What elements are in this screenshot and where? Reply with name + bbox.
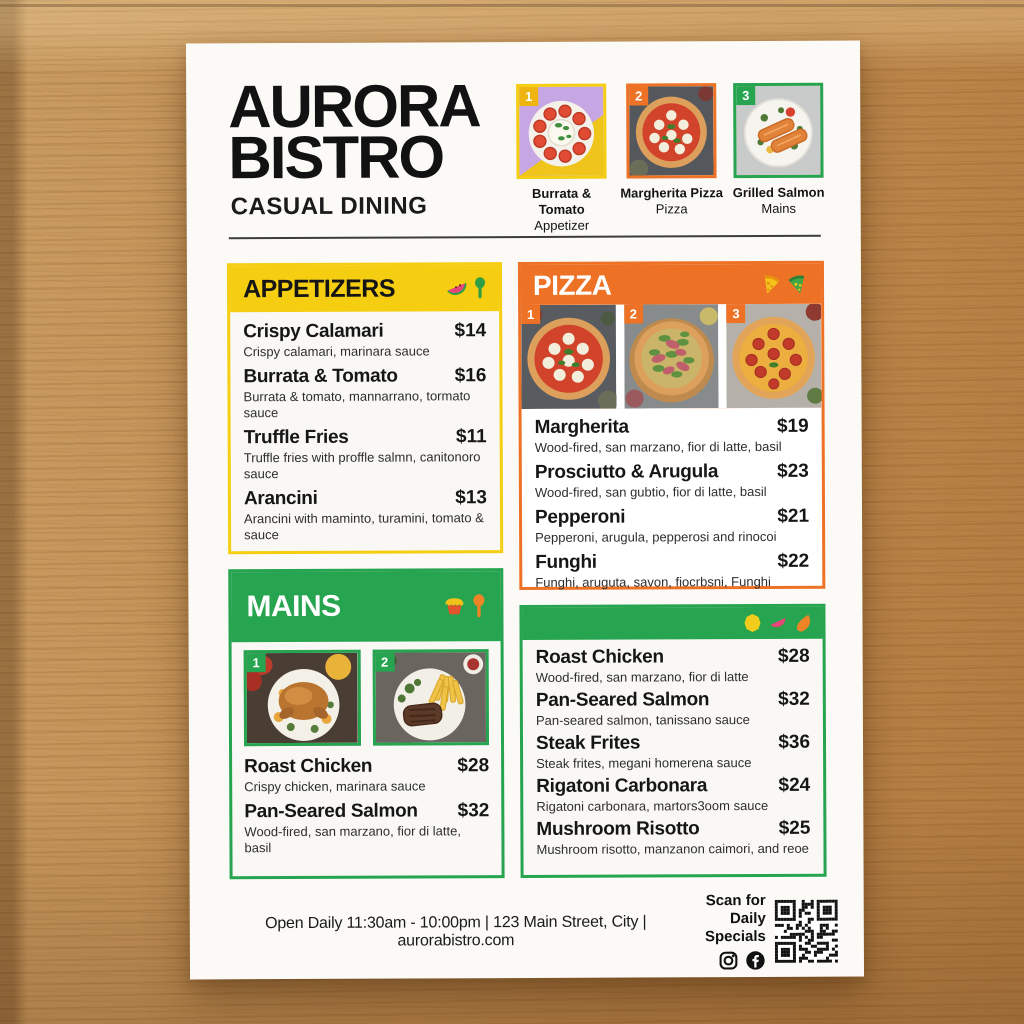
pizza-title: PIZZA (532, 269, 612, 301)
number-badge: 2 (375, 653, 394, 672)
pizza-slice-icon (759, 274, 781, 296)
item-desc: Rigatoni carbonara, martors3oom sauce (536, 797, 769, 814)
watermelon-icon (768, 614, 788, 632)
menu-item (244, 487, 487, 543)
item-name: Burrata & Tomato (243, 365, 398, 388)
number-badge: 1 (521, 305, 540, 324)
instagram-icon (718, 950, 739, 971)
featured-category: Mains (761, 200, 797, 216)
featured-label (508, 186, 616, 234)
item-price: $24 (778, 774, 811, 796)
featured-category: Pizza (655, 201, 688, 217)
scan-label-line2: Daily Specials (704, 909, 766, 945)
specials-section (519, 604, 826, 878)
steak-frites-image (372, 649, 489, 746)
item-desc: Steak frites, megani homerena sauce (536, 755, 752, 771)
watermelon-icon (446, 278, 468, 298)
item-price: $36 (778, 731, 811, 753)
item-price: $22 (777, 550, 810, 572)
cupcake-icon (442, 594, 466, 618)
menu-page (186, 41, 864, 980)
item-name: Roast Chicken (535, 646, 664, 668)
menu-item (244, 800, 489, 856)
menu-item (536, 775, 810, 814)
item-price: $16 (454, 365, 487, 387)
number-badge: 2 (629, 86, 648, 105)
footer-info: Open Daily 11:30am - 10:00pm | 123 Main Street, City | aurorabistro.com (265, 913, 647, 950)
mains-images-row (244, 649, 489, 746)
item-desc: Arancini with maminto, turamini, tomato & sauce (244, 510, 484, 543)
pepperoni-thumb-image (726, 304, 821, 408)
item-price: $14 (454, 320, 487, 342)
number-badge: 1 (247, 653, 266, 672)
item-desc: Burrata & tomato, mannarrano, tormato sauce (243, 388, 471, 421)
margherita-thumb-image (521, 305, 616, 409)
grilled-salmon-image (733, 83, 823, 178)
item-desc: Crispy calamari, marinara sauce (243, 343, 430, 360)
scan-label-line1: Scan for (705, 891, 766, 909)
featured-card-burrata (516, 84, 607, 234)
mains-section (228, 568, 504, 879)
pizza-images-row (521, 304, 821, 409)
menu-item (535, 416, 809, 456)
item-price: $32 (778, 688, 810, 710)
item-price: $11 (455, 426, 487, 448)
restaurant-title-line1: AURORA (228, 72, 480, 141)
item-name: Pepperoni (534, 506, 626, 528)
number-badge: 3 (726, 304, 745, 323)
menu-item (243, 365, 486, 421)
mains-title: MAINS (246, 589, 341, 624)
spoon-icon (472, 594, 485, 618)
item-price: $28 (457, 755, 490, 777)
lemon-icon (742, 613, 762, 633)
menu-item (535, 506, 809, 546)
appetizers-header (230, 265, 499, 312)
pizza-header (521, 264, 821, 305)
featured-card-margherita (620, 83, 723, 217)
featured-label (618, 185, 726, 217)
item-price: $21 (777, 505, 810, 527)
facebook-icon (745, 949, 766, 970)
item-name: Prosciutto & Arugula (534, 461, 719, 483)
number-badge: 2 (624, 304, 643, 323)
menu-item (536, 689, 810, 728)
item-name: Roast Chicken (244, 755, 373, 778)
featured-name: Margherita Pizza (620, 185, 723, 201)
item-price: $13 (455, 487, 487, 509)
roast-chicken-image (244, 650, 361, 747)
item-name: Pan-Seared Salmon (535, 689, 710, 711)
item-desc: Pepperoni, arugula, pepperosi and rinocoi (535, 528, 777, 545)
item-desc: Pan-seared salmon, tanissano sauce (535, 712, 750, 728)
menu-item (243, 320, 486, 360)
item-name: Crispy Calamari (243, 320, 384, 343)
menu-item (536, 818, 810, 857)
item-price: $23 (777, 460, 809, 482)
qr-code (775, 899, 838, 962)
burrata-tomato-image (516, 84, 606, 179)
footer (232, 891, 838, 974)
item-desc: Wood-fired, san gubtio, fior di latte, basil (534, 483, 767, 500)
menu-item (535, 551, 809, 591)
menu-item (535, 461, 809, 501)
item-desc: Crispy chicken, marinara sauce (244, 778, 426, 795)
featured-card-salmon (733, 83, 824, 217)
margherita-pizza-image (626, 83, 716, 178)
item-name: Margherita (534, 416, 629, 438)
item-name: Pan-Seared Salmon (244, 800, 418, 823)
leaf-icon (794, 613, 812, 633)
number-badge: 1 (519, 87, 538, 106)
item-price: $28 (777, 645, 810, 667)
featured-category: Appetizer (534, 217, 590, 233)
prosciutto-arugula-thumb-image (624, 304, 719, 408)
spoon-icon (474, 277, 486, 299)
item-desc: Wood-fired, san marzano, fior di latte (535, 669, 749, 685)
featured-label (725, 185, 833, 217)
featured-items-row (516, 83, 827, 234)
menu-item (536, 646, 810, 685)
mains-header (231, 571, 500, 642)
header-divider (229, 235, 821, 240)
menu-item (536, 732, 810, 771)
appetizers-section (227, 262, 503, 554)
specials-header (522, 607, 822, 640)
featured-name: Burrata & Tomato (531, 185, 592, 217)
menu-item (244, 755, 489, 795)
item-name: Arancini (243, 487, 318, 510)
item-name: Funghi (535, 551, 597, 573)
number-badge: 3 (736, 86, 755, 105)
item-name: Truffle Fries (243, 426, 349, 449)
item-desc: Wood-fired, san marzano, fior di latte, basil (244, 823, 461, 856)
restaurant-title (228, 72, 480, 192)
item-name: Steak Frites (535, 732, 641, 754)
item-price: $19 (776, 415, 809, 437)
item-desc: Mushroom risotto, manzanon caimori, and reoe (536, 840, 809, 857)
featured-name: Grilled Salmon (732, 184, 825, 201)
item-price: $32 (457, 800, 490, 822)
pizza-section (518, 261, 825, 590)
scan-label (670, 891, 766, 970)
appetizers-title: APPETIZERS (242, 274, 396, 303)
item-desc: Wood-fired, san marzano, fior di latte, basil (534, 438, 782, 455)
item-name: Mushroom Risotto (536, 818, 700, 840)
item-desc: Truffle fries with proffle salmn, canitonoro sauce (243, 449, 481, 482)
restaurant-subtitle: CASUAL DINING (230, 192, 428, 221)
item-name: Rigatoni Carbonara (536, 775, 708, 797)
pizza-slice-icon (787, 274, 809, 296)
item-desc: Funghi, aruguta, savon, fiocrbsni, Funghi (535, 573, 771, 590)
menu-item (244, 426, 487, 482)
restaurant-title-line2: BISTRO (228, 123, 444, 192)
item-price: $25 (778, 817, 811, 839)
